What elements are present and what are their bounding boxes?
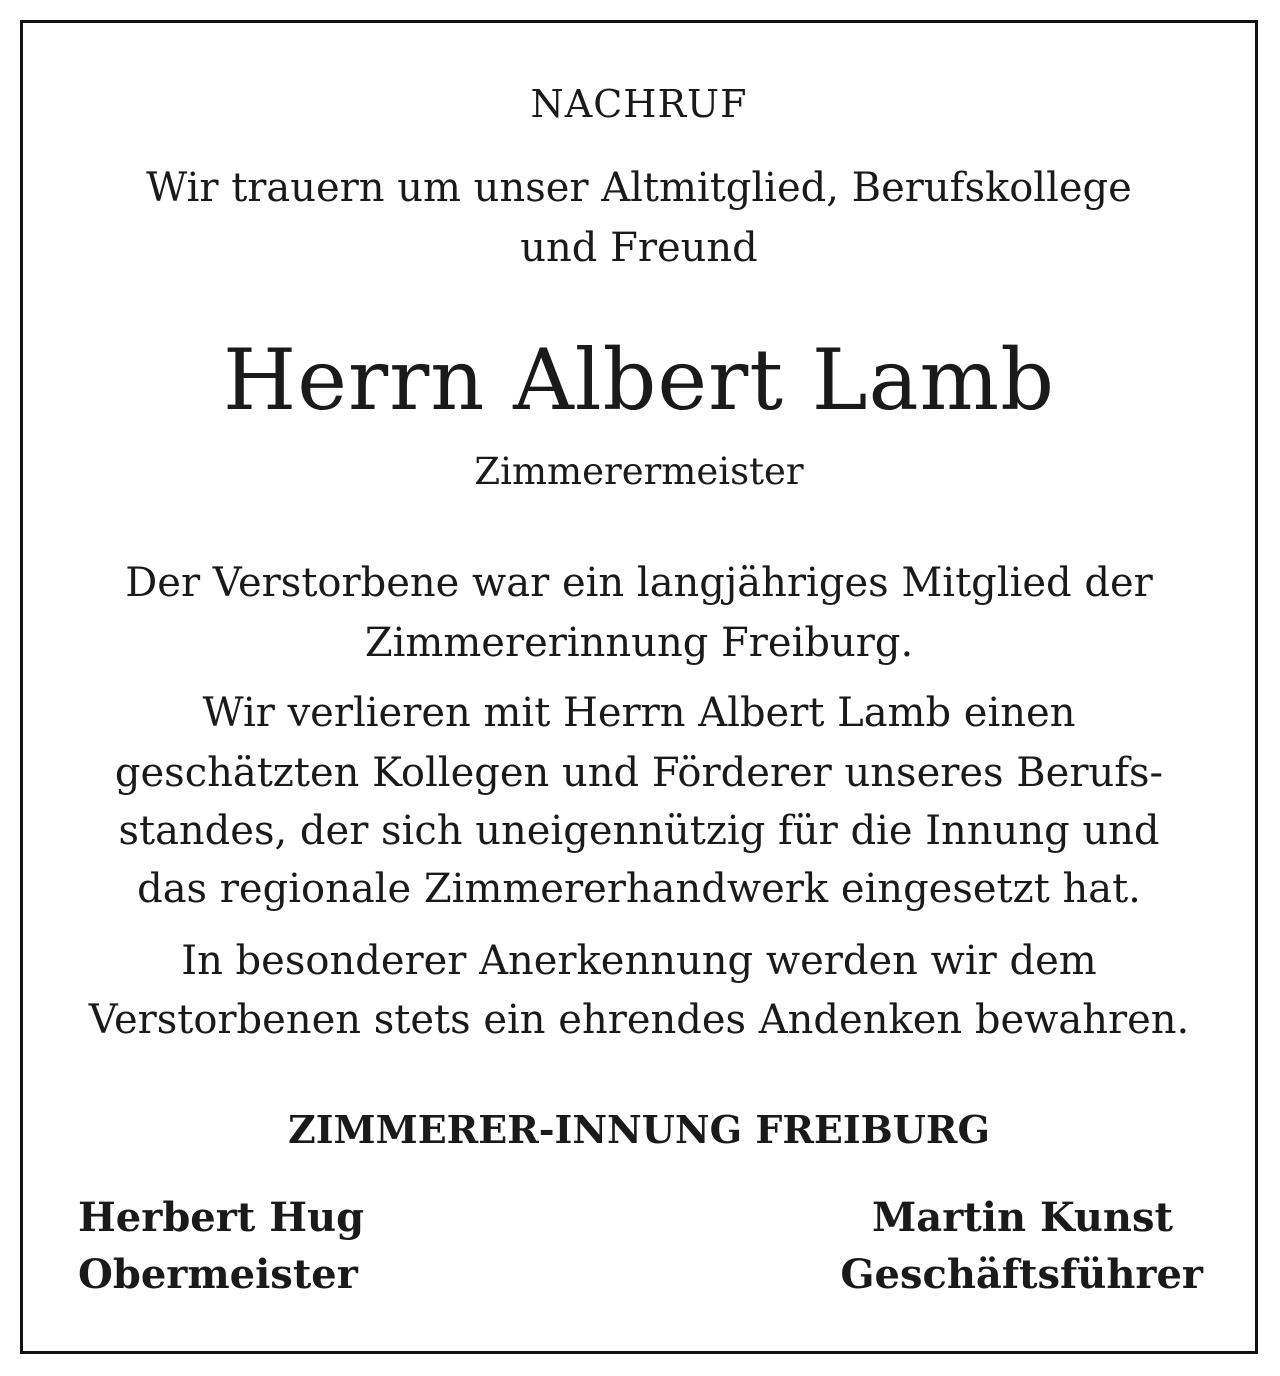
organization-name: ZIMMERER-INNUNG FREIBURG bbox=[288, 1107, 990, 1152]
paragraph-3-line-2: Verstorbenen stets ein ehrendes Andenken bewahren. bbox=[88, 997, 1190, 1043]
obituary-notice-frame bbox=[20, 20, 1258, 1354]
paragraph-3-line-1: In besonderer Anerkennung werden wir dem bbox=[181, 938, 1097, 984]
paragraph-1-line-1: Der Verstorbene war ein langjähriges Mitglied der bbox=[125, 560, 1153, 606]
signatory-right-title: Geschäftsführer bbox=[840, 1251, 1203, 1298]
signatory-right-name: Martin Kunst bbox=[872, 1194, 1173, 1241]
signatory-left-title: Obermeister bbox=[78, 1251, 358, 1298]
signatory-left-name: Herbert Hug bbox=[78, 1194, 365, 1241]
notice-heading: NACHRUF bbox=[530, 82, 748, 126]
paragraph-2-line-3: standes, der sich uneigennützig für die Innung und bbox=[118, 808, 1160, 854]
intro-line-2: und Freund bbox=[520, 225, 758, 271]
paragraph-2-line-4: das regionale Zimmererhandwerk eingesetzt hat. bbox=[137, 866, 1141, 912]
intro-line-1: Wir trauern um unser Altmitglied, Berufskollege bbox=[146, 165, 1132, 211]
paragraph-2-line-2: geschätzten Kollegen und Förderer unseres Berufs- bbox=[114, 750, 1164, 796]
deceased-name: Herrn Albert Lamb bbox=[223, 331, 1055, 429]
paragraph-2-line-1: Wir verlieren mit Herrn Albert Lamb einen bbox=[202, 690, 1076, 736]
paragraph-1-line-2: Zimmererinnung Freiburg. bbox=[364, 620, 914, 666]
deceased-profession: Zimmerermeister bbox=[474, 450, 804, 493]
